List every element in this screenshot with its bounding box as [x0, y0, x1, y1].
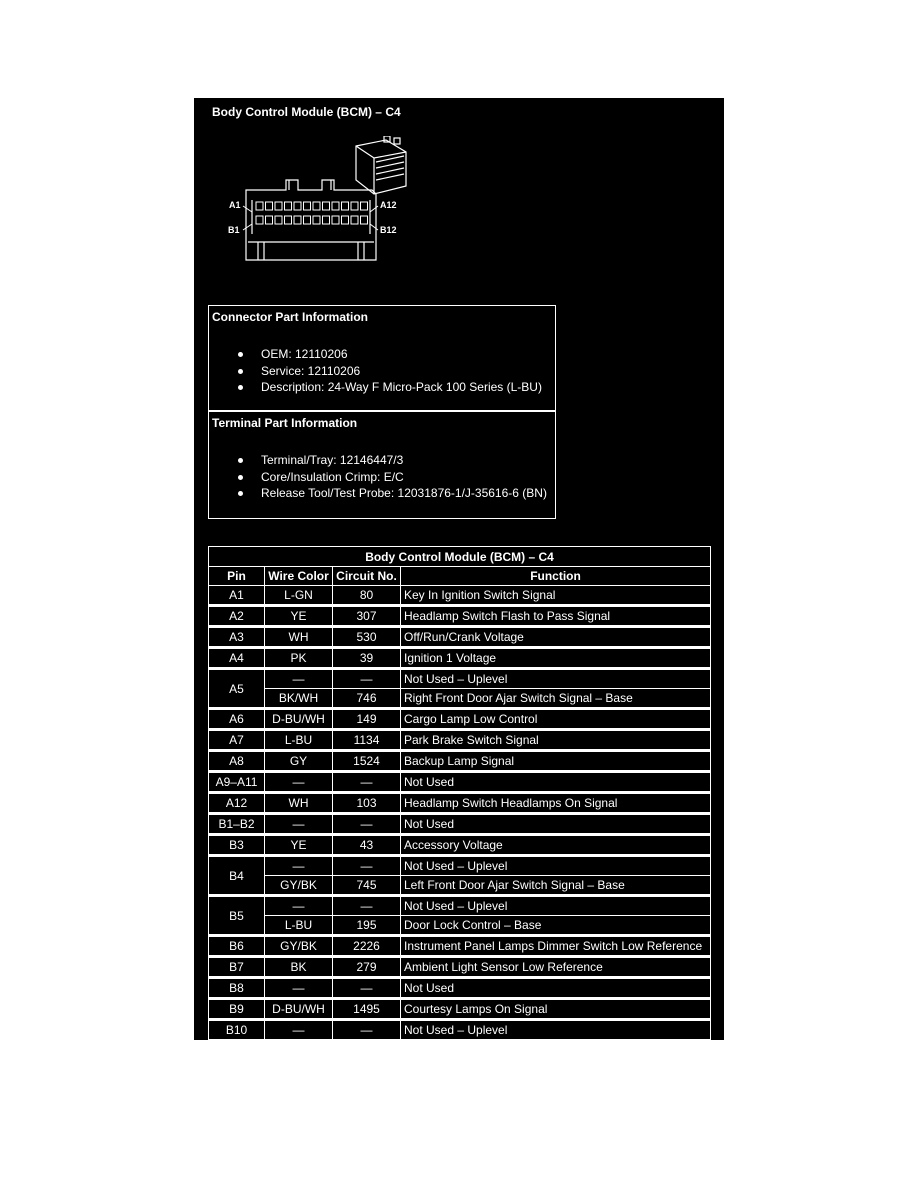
wire-color-cell: WH [265, 793, 333, 814]
circuit-cell: 307 [333, 606, 401, 627]
connector-part-info [208, 305, 556, 411]
wire-color-cell: — [265, 669, 333, 689]
table-row [209, 627, 711, 648]
pin-cavity-a5 [294, 202, 301, 210]
pin-cell: B7 [209, 957, 265, 978]
pin-cell: A6 [209, 709, 265, 730]
wire-color-cell: — [265, 814, 333, 835]
circuit-cell: — [333, 669, 401, 689]
table-row [209, 709, 711, 730]
pin-cell: A3 [209, 627, 265, 648]
document-panel [194, 98, 724, 1040]
pin-cavity-b2 [266, 216, 273, 224]
circuit-cell: 39 [333, 648, 401, 669]
list-item: Core/Insulation Crimp: E/C [261, 469, 555, 486]
terminal-info-heading: Terminal Part Information [212, 416, 358, 430]
function-cell: Not Used [401, 978, 711, 999]
function-cell: Headlamp Switch Headlamps On Signal [401, 793, 711, 814]
function-cell: Backup Lamp Signal [401, 751, 711, 772]
circuit-cell: 80 [333, 586, 401, 606]
pin-cavity-b4 [285, 216, 292, 224]
circuit-cell: 195 [333, 916, 401, 936]
function-cell: Left Front Door Ajar Switch Signal – Base [401, 876, 711, 896]
wire-color-cell: — [265, 856, 333, 876]
connector-info-heading: Connector Part Information [212, 310, 369, 324]
circuit-cell: — [333, 856, 401, 876]
circuit-cell: 1134 [333, 730, 401, 751]
connector-diagram [224, 136, 414, 266]
pin-cavity-a11 [351, 202, 358, 210]
wire-color-cell: WH [265, 627, 333, 648]
function-cell: Off/Run/Crank Voltage [401, 627, 711, 648]
table-row [209, 876, 711, 896]
wire-color-cell: L-BU [265, 730, 333, 751]
function-cell: Ignition 1 Voltage [401, 648, 711, 669]
circuit-cell: — [333, 1020, 401, 1040]
wire-color-cell: — [265, 1020, 333, 1040]
table-title: Body Control Module (BCM) – C4 [209, 547, 711, 567]
table-row [209, 814, 711, 835]
pin-cavity-b3 [275, 216, 282, 224]
diagram-title: Body Control Module (BCM) – C4 [212, 105, 401, 119]
wire-color-cell: GY/BK [265, 936, 333, 957]
column-header-circuit: Circuit No. [333, 567, 401, 586]
circuit-cell: — [333, 978, 401, 999]
wire-color-cell: — [265, 772, 333, 793]
pin-cavity-a7 [313, 202, 320, 210]
table-row [209, 586, 711, 606]
wire-color-cell: — [265, 896, 333, 916]
column-header-wire-color: Wire Color [265, 567, 333, 586]
pin-cavity-b8 [323, 216, 330, 224]
circuit-cell: 149 [333, 709, 401, 730]
pin-cavity-b7 [313, 216, 320, 224]
pin-cavity-a8 [323, 202, 330, 210]
function-cell: Not Used [401, 814, 711, 835]
wire-color-cell: GY/BK [265, 876, 333, 896]
pin-cavity-a2 [266, 202, 273, 210]
pin-cavity-a4 [285, 202, 292, 210]
table-row [209, 689, 711, 709]
function-cell: Not Used – Uplevel [401, 1020, 711, 1040]
pin-cell: B3 [209, 835, 265, 856]
function-cell: Not Used – Uplevel [401, 896, 711, 916]
wire-color-cell: L-BU [265, 916, 333, 936]
pin-cavity-b9 [332, 216, 339, 224]
pin-cell: B10 [209, 1020, 265, 1040]
list-item: Description: 24-Way F Micro-Pack 100 Series (L-BU) [261, 379, 555, 396]
pin-cavity-a10 [342, 202, 349, 210]
terminal-part-info [208, 411, 556, 519]
wire-color-cell: BK [265, 957, 333, 978]
table-row [209, 957, 711, 978]
pin-cavity-b1 [256, 216, 263, 224]
pin-cavity-b12 [361, 216, 368, 224]
table-row [209, 793, 711, 814]
circuit-cell: 103 [333, 793, 401, 814]
table-row [209, 896, 711, 916]
function-cell: Headlamp Switch Flash to Pass Signal [401, 606, 711, 627]
pin-cavity-a1 [256, 202, 263, 210]
circuit-cell: 2226 [333, 936, 401, 957]
pin-cell: A2 [209, 606, 265, 627]
function-cell: Not Used – Uplevel [401, 669, 711, 689]
circuit-cell: 1495 [333, 999, 401, 1020]
pin-label-b12: B12 [380, 225, 397, 235]
circuit-cell: 43 [333, 835, 401, 856]
pin-cell: A8 [209, 751, 265, 772]
function-cell: Courtesy Lamps On Signal [401, 999, 711, 1020]
column-header-pin: Pin [209, 567, 265, 586]
pin-cell: B6 [209, 936, 265, 957]
pin-function-table [208, 546, 711, 1040]
connector-perspective-icon [356, 136, 406, 194]
circuit-cell: — [333, 896, 401, 916]
pin-cell: B9 [209, 999, 265, 1020]
wire-color-cell: D-BU/WH [265, 999, 333, 1020]
table-row [209, 1020, 711, 1040]
table-row [209, 648, 711, 669]
function-cell: Instrument Panel Lamps Dimmer Switch Low Reference [401, 936, 711, 957]
pin-cell: A12 [209, 793, 265, 814]
pin-cavity-a12 [361, 202, 368, 210]
function-cell: Key In Ignition Switch Signal [401, 586, 711, 606]
table-row [209, 936, 711, 957]
pin-cavity-b6 [304, 216, 311, 224]
pin-cell: B1–B2 [209, 814, 265, 835]
table-row [209, 916, 711, 936]
list-item: OEM: 12110206 [261, 346, 555, 363]
pin-cell: A5 [209, 669, 265, 709]
table-row [209, 835, 711, 856]
pin-cavity-b10 [342, 216, 349, 224]
wire-color-cell: L-GN [265, 586, 333, 606]
list-item: Release Tool/Test Probe: 12031876-1/J-35616-6 (BN) [261, 485, 555, 502]
list-item: Terminal/Tray: 12146447/3 [261, 452, 555, 469]
wire-color-cell: YE [265, 835, 333, 856]
table-row [209, 606, 711, 627]
function-cell: Door Lock Control – Base [401, 916, 711, 936]
function-cell: Not Used [401, 772, 711, 793]
table-row [209, 751, 711, 772]
pin-cavity-a9 [332, 202, 339, 210]
pin-cavities-row-b [256, 216, 368, 224]
list-item: Service: 12110206 [261, 363, 555, 380]
pin-cell: A9–A11 [209, 772, 265, 793]
pin-cavity-b11 [351, 216, 358, 224]
column-header-function: Function [401, 567, 711, 586]
pin-cavity-a3 [275, 202, 282, 210]
pin-label-b1: B1 [228, 225, 240, 235]
pin-label-a12: A12 [380, 200, 397, 210]
circuit-cell: 745 [333, 876, 401, 896]
circuit-cell: — [333, 814, 401, 835]
connector-info-list [209, 346, 555, 396]
circuit-cell: 279 [333, 957, 401, 978]
wire-color-cell: BK/WH [265, 689, 333, 709]
circuit-cell: — [333, 772, 401, 793]
pin-cell: B8 [209, 978, 265, 999]
wire-color-cell: — [265, 978, 333, 999]
circuit-cell: 1524 [333, 751, 401, 772]
pin-cavity-a6 [304, 202, 311, 210]
table-row [209, 978, 711, 999]
function-cell: Park Brake Switch Signal [401, 730, 711, 751]
function-cell: Accessory Voltage [401, 835, 711, 856]
table-body [209, 586, 711, 1040]
pin-label-a1: A1 [229, 200, 241, 210]
table-row [209, 856, 711, 876]
terminal-info-list [209, 452, 555, 502]
wire-color-cell: PK [265, 648, 333, 669]
pin-cell: A1 [209, 586, 265, 606]
circuit-cell: 746 [333, 689, 401, 709]
wire-color-cell: GY [265, 751, 333, 772]
pin-cavities-row-a [256, 202, 368, 210]
function-cell: Ambient Light Sensor Low Reference [401, 957, 711, 978]
table-row [209, 999, 711, 1020]
table-row [209, 669, 711, 689]
pin-cell: B5 [209, 896, 265, 936]
function-cell: Right Front Door Ajar Switch Signal – Base [401, 689, 711, 709]
function-cell: Cargo Lamp Low Control [401, 709, 711, 730]
wire-color-cell: YE [265, 606, 333, 627]
pin-cavity-b5 [294, 216, 301, 224]
pin-cell: A4 [209, 648, 265, 669]
table-row [209, 730, 711, 751]
table-row [209, 772, 711, 793]
wire-color-cell: D-BU/WH [265, 709, 333, 730]
circuit-cell: 530 [333, 627, 401, 648]
pin-cell: A7 [209, 730, 265, 751]
pin-cell: B4 [209, 856, 265, 896]
function-cell: Not Used – Uplevel [401, 856, 711, 876]
